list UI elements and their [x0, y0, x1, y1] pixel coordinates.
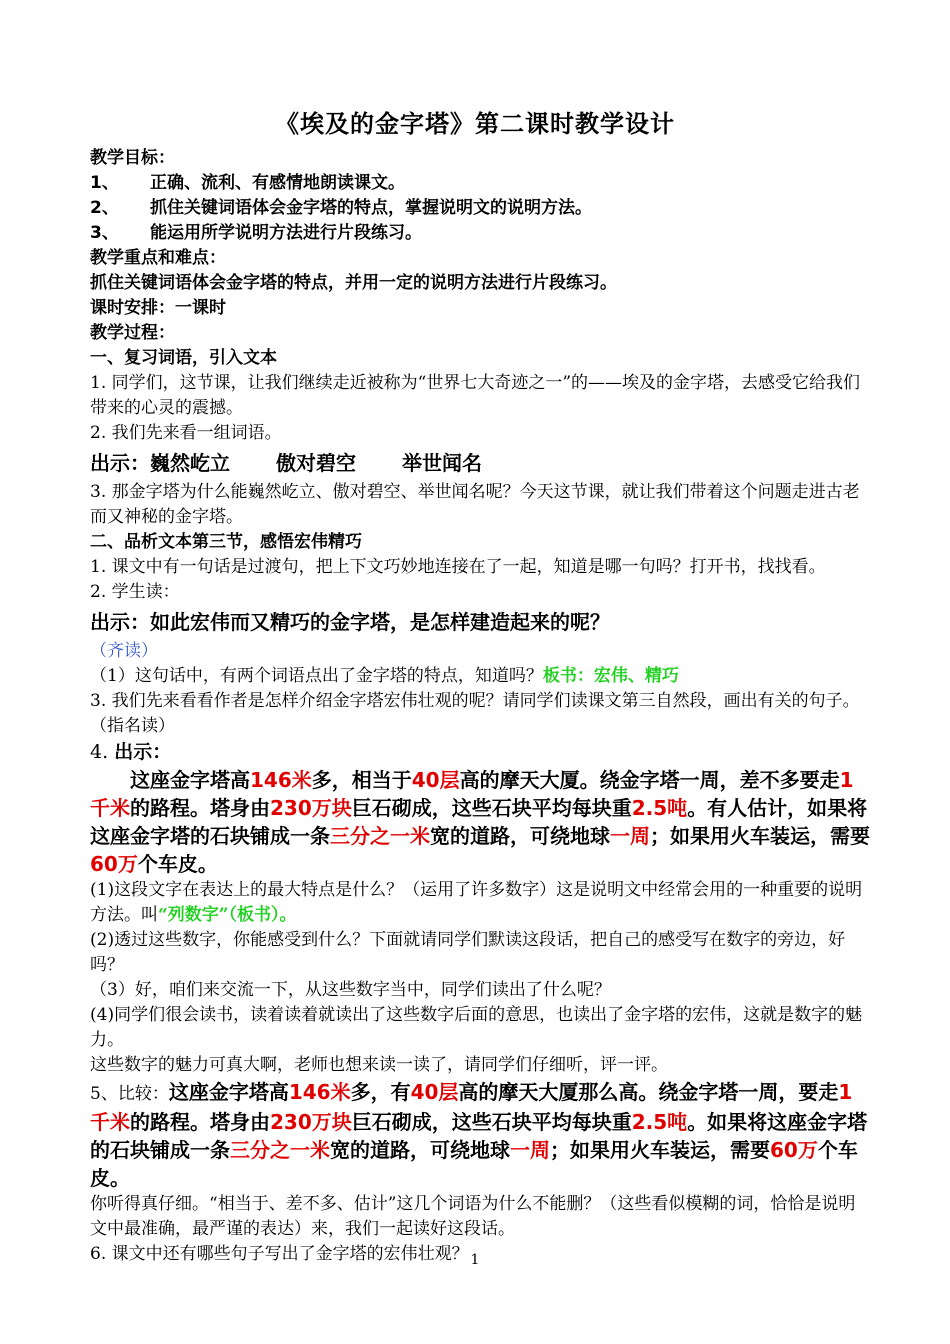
highlighted-number: 三分之一米: [330, 824, 430, 848]
goal-item: [90, 196, 870, 221]
show-label: 出示：: [90, 451, 150, 475]
schedule: 课时安排：一课时: [90, 298, 226, 318]
section2-step3: 3. 我们先来看看作者是怎样介绍金字塔宏伟壮观的呢？请同学们读课文第三自然段，画出有关的句子。（指名读）: [90, 691, 860, 736]
passage-text: 个车皮。: [137, 852, 218, 876]
board-note: 板书：宏伟、精巧: [542, 666, 679, 686]
section2-heading: 二、品析文本第三节，感悟宏伟精巧: [90, 532, 362, 552]
goal-number: 1、: [90, 173, 119, 193]
passage-text: 的路程。塔身由: [130, 1110, 270, 1134]
page-number: 1: [470, 1252, 480, 1268]
highlighted-number: 一周: [610, 824, 650, 848]
highlighted-number: 40层: [411, 768, 460, 792]
compare-label: 5、比较：: [90, 1084, 169, 1104]
show-label: 出示：: [114, 741, 172, 763]
highlighted-number: 230万块: [270, 1110, 352, 1134]
goal-item: [90, 171, 870, 196]
section2-step2: 2. 学生读：: [90, 582, 180, 602]
passage-original: [90, 766, 870, 878]
goal-text: 抓住关键词语体会金字塔的特点，掌握说明文的说明方法。: [150, 198, 592, 218]
analysis-2: (2)透过这些数字，你能感受到什么？下面就请同学们默读这段话，把自己的感受写在数字的旁边，好吗？: [90, 930, 846, 975]
goal-number: 2、: [90, 198, 119, 218]
transition-sentence: [90, 607, 870, 637]
sentence-text: 如此宏伟而又精巧的金字塔，是怎样建造起来的呢？: [150, 610, 610, 634]
goal-item: [90, 221, 870, 246]
section1-step1: 1. 同学们，这节课，让我们继续走近被称为“世界七大奇迹之一”的——埃及的金字塔，去感受它给我们带来的心灵的震撼。: [90, 373, 861, 418]
highlighted-number: 2.5吨: [631, 1110, 688, 1134]
passage-text: 。如果将这座金字塔的石块铺成一条: [90, 1110, 868, 1162]
highlighted-number: 60万: [90, 852, 138, 876]
passage-text: 的路程。塔身由: [130, 796, 270, 820]
analysis-3: （3）好，咱们来交流一下，从这些数字当中，同学们读出了什么呢？: [90, 980, 611, 1000]
highlighted-number: 2.5吨: [631, 796, 688, 820]
highlighted-number: 三分之一米: [230, 1138, 330, 1162]
goals-heading: 教学目标：: [90, 148, 175, 168]
word-display: [90, 448, 870, 478]
analysis-text: (1)这段文字在表达上的最大特点是什么？（运用了许多数字）这是说明文中经常会用的一种重要的说明方法。叫: [90, 880, 863, 925]
passage-comparison: [90, 1078, 870, 1192]
passage-text: 个车皮。: [90, 1138, 858, 1190]
passage-text: 这座金字塔高: [168, 1080, 289, 1104]
goal-text: 能运用所学说明方法进行片段练习。: [150, 223, 422, 243]
analysis-5: 这些数字的魅力可真大啊，老师也想来读一读了，请同学们仔细听，评一评。: [90, 1055, 668, 1075]
page-title: 《埃及的金字塔》第二课时教学设计: [275, 110, 675, 138]
highlighted-number: 一周: [510, 1138, 550, 1162]
analysis-6: 你听得真仔细。“相当于、差不多、估计”这几个词语为什么不能删？（这些看似模糊的词，恰恰是说明文中最准确，最严谨的表达）来，我们一起读好这段话。: [90, 1194, 856, 1239]
passage-text: ；如果用火车装运，需要: [550, 1138, 770, 1162]
question-1: [90, 664, 870, 689]
section1-heading: 一、复习词语，引入文本: [90, 348, 277, 368]
passage-text: 。有人估计，如果将这座金字塔的石块铺成一条: [90, 796, 868, 848]
board-note-text: “列数字”（板书）。: [158, 905, 297, 925]
section2-step1: 1. 课文中有一句话是过渡句，把上下文巧妙地连接在了一起，知道是哪一句吗？打开书，找找看。: [90, 557, 826, 577]
highlighted-number: 1千米: [90, 1080, 853, 1134]
passage-text: 这座金字塔高: [130, 768, 250, 792]
highlighted-number: 40层: [410, 1080, 459, 1104]
highlighted-number: 60万: [770, 1138, 818, 1162]
board-note: [158, 905, 297, 925]
analysis-1: [90, 878, 870, 928]
vocab-word: 巍然屹立: [150, 451, 230, 475]
passage-text: 宽的道路，可绕地球: [330, 1138, 510, 1162]
step-number: 4.: [90, 741, 109, 763]
process-heading: 教学过程：: [90, 323, 175, 343]
passage-text: 多，有: [350, 1080, 411, 1104]
goal-number: 3、: [90, 223, 119, 243]
section2-step4: [90, 739, 870, 766]
passage-text: 高的摩天大厦。绕金字塔一周，差不多要走: [459, 768, 840, 792]
vocab-word: 举世闻名: [402, 451, 482, 475]
section1-step3: 3. 那金字塔为什么能巍然屹立、傲对碧空、举世闻名呢？今天这节课，就让我们带着这个问题走进古老而又神秘的金字塔。: [90, 482, 860, 527]
section1-step2: 2. 我们先来看一组词语。: [90, 423, 282, 443]
focus-heading: 教学重点和难点：: [90, 248, 226, 268]
passage-text: 多，相当于: [311, 768, 412, 792]
show-label: 出示：: [90, 610, 150, 634]
section2-step6: 6. 课文中还有哪些句子写出了金字塔的宏伟壮观？: [90, 1244, 469, 1264]
passage-text: 高的摩天大厦那么高。绕金字塔一周，要走: [458, 1080, 839, 1104]
highlighted-number: 146米: [288, 1080, 351, 1104]
highlighted-number: 146米: [250, 768, 312, 792]
passage-text: ；如果用火车装运，需要: [650, 824, 870, 848]
question-text: （1）这句话中，有两个词语点出了金字塔的特点，知道吗？: [90, 666, 543, 686]
focus-text: 抓住关键词语体会金字塔的特点，并用一定的说明方法进行片段练习。: [90, 273, 617, 293]
passage-text: 宽的道路，可绕地球: [430, 824, 610, 848]
passage-text: 巨石砌成，这些石块平均每块重: [351, 1110, 632, 1134]
analysis-4: (4)同学们很会读书，读着读着就读出了这些数字后面的意思，也读出了金字塔的宏伟，这就是数字的魅力。: [90, 1005, 863, 1050]
highlighted-number: 1千米: [90, 768, 854, 820]
goal-text: 正确、流利、有感情地朗读课文。: [150, 173, 405, 193]
lesson-body: [90, 146, 870, 1267]
vocab-word: 傲对碧空: [276, 451, 356, 475]
highlighted-number: 230万块: [270, 796, 352, 820]
passage-text: 巨石砌成，这些石块平均每块重: [351, 796, 632, 820]
read-together-note: （齐读）: [90, 641, 158, 661]
